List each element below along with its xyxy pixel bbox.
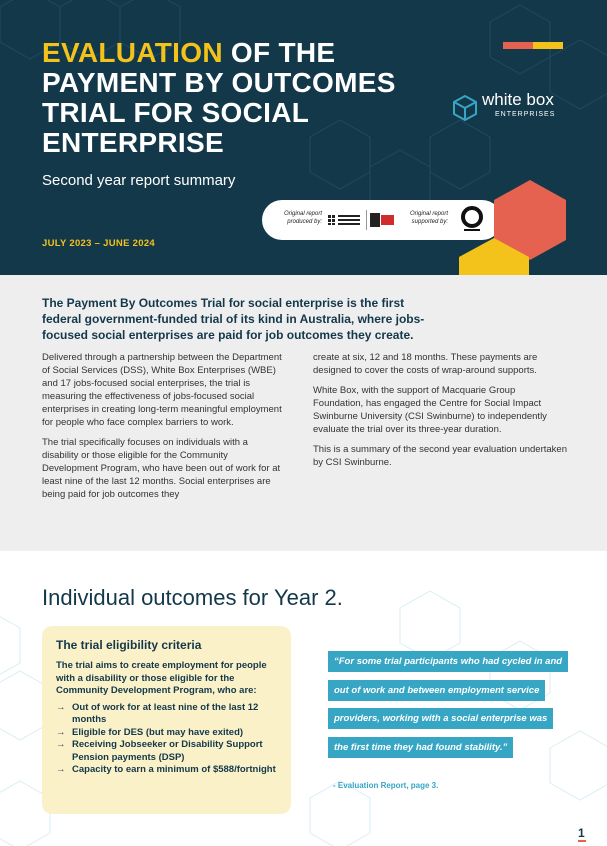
arrow-icon: → [56, 726, 66, 738]
list-item [56, 702, 282, 727]
page-number-underline [578, 840, 586, 842]
swinburne-logo-icon [370, 213, 394, 227]
intro-paragraph: White Box, with the support of Macquarie Group Foundation, has engaged the Centre for Social Impact Swinburne University (CSI Swinburne) to independently evaluate the trial over its three-year duration. [313, 385, 547, 435]
criteria-item-text: Receiving Jobseeker or Disability Support Pension payments (DSP) [72, 739, 263, 763]
cube-icon [452, 94, 478, 122]
white-box-logo [452, 88, 572, 128]
intro-lead: The Payment By Outcomes Trial for social enterprise is the first federal government-funded trial of its kind in Australia, where jobs-focused social enterprises are paid for job outcomes they create. [42, 296, 425, 342]
title-accent: EVALUATION [42, 37, 223, 68]
macquarie-logo-icon [460, 206, 484, 234]
intro-paragraph: This is a summary of the second year evaluation undertaken by CSI Swinburne. [313, 444, 567, 468]
criteria-list [56, 702, 282, 777]
title-rest: OF THE PAYMENT BY OUTCOMES TRIAL FOR SOCIAL ENTERPRISE [42, 37, 396, 158]
report-subtitle: Second year report summary [42, 172, 236, 189]
list-item [56, 727, 282, 740]
report-title [42, 38, 442, 158]
quote-line: out of work and between employment service [328, 680, 545, 701]
quote-line: the first time they had found stability.” [328, 737, 513, 758]
eligibility-criteria-box [42, 626, 291, 814]
arrow-icon: → [56, 764, 66, 775]
partner-logos-pill [262, 200, 502, 240]
criteria-body [56, 660, 282, 777]
quote-line: providers, working with a social enterprise was [328, 708, 553, 729]
logo-name: white box [482, 90, 554, 109]
page-number: 1 [578, 826, 585, 840]
supported-by-label: Original report supported by: [409, 211, 448, 225]
criteria-intro: The trial aims to create employment for people with a disability or those eligible for the Community Development Program, who are: [56, 660, 267, 696]
list-item [56, 764, 282, 777]
pill-divider [366, 210, 367, 230]
produced-by-label: Original report produced by: [283, 211, 322, 225]
intro-paragraph: Delivered through a partnership between the Department of Social Services (DSS), White Box Enterprises (WBE) and 17 jobs-focused social enterprises, the trial is measuring the effectiveness of jobs-focused social enterprises in creating long-term meaningful employment for people who face complex barriers to work. [42, 352, 282, 428]
intro-paragraph: create at six, 12 and 18 months. These payments are designed to cover the costs of wrap-around supports. [313, 352, 538, 376]
quote-line: “For some trial participants who had cycled in and [328, 651, 568, 672]
logo-subtext: ENTERPRISES [495, 111, 556, 118]
accent-bar-yellow [533, 42, 563, 49]
arrow-icon: → [56, 739, 66, 750]
arrow-icon: → [56, 701, 66, 713]
criteria-item-text: Out of work for at least nine of the last 12 months [72, 701, 259, 725]
quote-citation: - Evaluation Report, page 3. [333, 781, 439, 790]
criteria-item-text: Eligible for DES (but may have exited) [72, 726, 244, 738]
outcomes-heading: Individual outcomes for Year 2. [42, 585, 343, 610]
list-item [56, 739, 282, 764]
intro-right-column [313, 351, 568, 476]
csi-logo [328, 214, 362, 227]
intro-section [0, 275, 607, 551]
report-dates: JULY 2023 – JUNE 2024 [42, 238, 155, 249]
accent-bar-red [503, 42, 533, 49]
criteria-item-text: Capacity to earn a minimum of $588/fortnight [72, 764, 276, 775]
criteria-title: The trial eligibility criteria [56, 638, 202, 652]
csi-mark-icon [328, 214, 362, 226]
intro-left-column [42, 351, 282, 508]
intro-paragraph: The trial specifically focuses on individuals with a disability or those eligible for the Community Development Program, who have been out of work for at least nine of the last 12 months. Social enterprises are being paid for job outcomes they [42, 437, 281, 500]
